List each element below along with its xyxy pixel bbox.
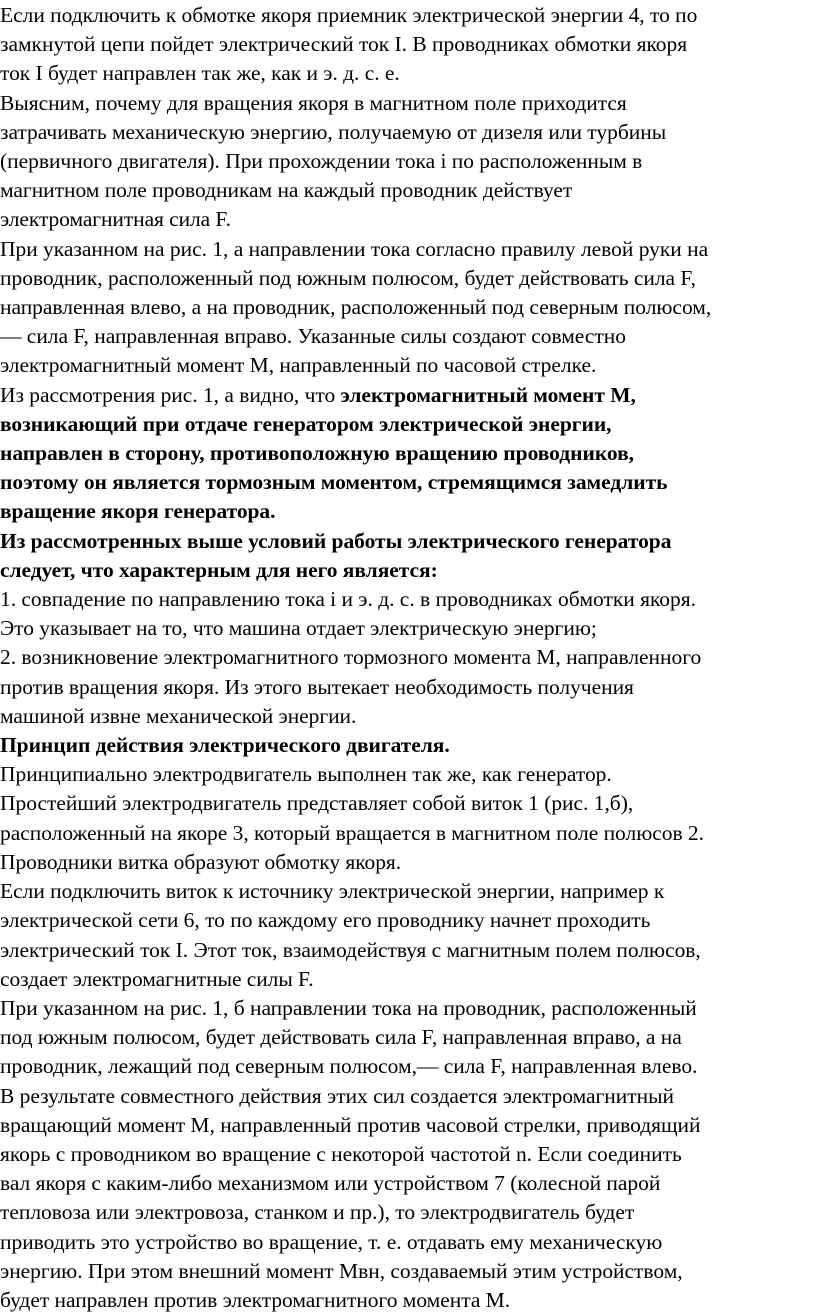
text-line <box>0 965 816 994</box>
text-run: — сила F, направленная вправо. Указанные силы создают совместно <box>0 324 626 349</box>
bold-text-run: возникающий при отдаче генератором электрической энергии, <box>0 411 612 436</box>
text-line <box>0 585 816 614</box>
text-run: расположенный на якоре 3, который вращается в магнитном поле полюсов 2. <box>0 820 705 845</box>
paragraph <box>0 1 816 89</box>
text-run: магнитном поле проводникам на каждый проводник действует <box>0 178 573 203</box>
text-run: проводник, лежащий под северным полюсом,— сила F, направленная влево. <box>0 1054 698 1079</box>
text-run: направленная влево, а на проводник, расположенный под северным полюсом, <box>0 295 712 320</box>
paragraph <box>0 789 816 877</box>
text-run: Принципиально электродвигатель выполнен так же, как генератор. <box>0 762 612 787</box>
bold-text-run: вращение якоря генератора. <box>0 499 276 524</box>
paragraph <box>0 381 816 527</box>
text-run: Простейший электродвигатель представляет собой виток 1 (рис. 1,б), <box>0 791 634 816</box>
text-run: против вращения якоря. Из этого вытекает необходимость получения <box>0 674 634 699</box>
text-run: В результате совместного действия этих сил создается электромагнитный <box>0 1083 675 1108</box>
text-line <box>0 293 816 322</box>
text-line <box>0 1228 816 1257</box>
paragraph <box>0 643 816 731</box>
text-run: При указанном на рис. 1, а направлении тока согласно правилу левой руки на <box>0 236 709 261</box>
text-line <box>0 848 816 877</box>
text-line <box>0 235 816 264</box>
text-line <box>0 30 816 59</box>
text-line <box>0 673 816 702</box>
text-line <box>0 1169 816 1198</box>
bold-text-run: направлен в сторону, противоположную вращению проводников, <box>0 441 634 466</box>
paragraph <box>0 89 816 235</box>
text-line <box>0 205 816 234</box>
text-run: электрической сети 6, то по каждому его проводнику начнет проходить <box>0 908 651 933</box>
text-run: электрический ток I. Этот ток, взаимодействуя с магнитным полем полюсов, <box>0 937 701 962</box>
text-line <box>0 1286 816 1315</box>
text-run: якорь с проводником во вращение с некоторой частотой n. Если соединить <box>0 1141 682 1166</box>
bold-text-run: следует, что характерным для него является: <box>0 557 438 582</box>
bold-text-run: электромагнитный момент М, <box>340 382 636 407</box>
text-line <box>0 994 816 1023</box>
text-run: Выясним, почему для вращения якоря в магнитном поле приходится <box>0 90 627 115</box>
text-line <box>0 1 816 30</box>
text-run: создает электромагнитные силы F. <box>0 966 314 991</box>
bold-text-run: Принцип действия электрического двигателя. <box>0 733 450 758</box>
text-run: Если подключить к обмотке якоря приемник электрической энергии 4, то по <box>0 3 698 27</box>
paragraph <box>0 760 816 789</box>
text-line <box>0 264 816 293</box>
text-line <box>0 1082 816 1111</box>
text-line <box>0 1198 816 1227</box>
text-line <box>0 936 816 965</box>
text-run: Если подключить виток к источнику электрической энергии, например к <box>0 879 665 904</box>
paragraph <box>0 235 816 381</box>
text-line <box>0 731 816 760</box>
text-line <box>0 410 816 439</box>
text-run: При указанном на рис. 1, б направлении тока на проводник, расположенный <box>0 995 697 1020</box>
text-line <box>0 1052 816 1081</box>
text-run: электромагнитная сила F. <box>0 207 231 232</box>
text-line <box>0 176 816 205</box>
text-run: ток I будет направлен так же, как и э. д. с. е. <box>0 61 400 86</box>
text-line <box>0 1140 816 1169</box>
text-run: 1. совпадение по направлению тока i и э. д. с. в проводниках обмотки якоря. <box>0 587 696 612</box>
text-run: под южным полюсом, будет действовать сила F, направленная вправо, а на <box>0 1025 682 1050</box>
text-run: приводить это устройство во вращение, т. е. отдавать ему механическую <box>0 1229 663 1254</box>
text-line <box>0 118 816 147</box>
text-run: энергию. При этом внешний момент Мвн, создаваемый этим устройством, <box>0 1258 683 1283</box>
text-line <box>0 439 816 468</box>
text-run: 2. возникновение электромагнитного тормозного момента М, направленного <box>0 645 702 670</box>
text-line <box>0 1111 816 1140</box>
bold-text-run: Из рассмотренных выше условий работы электрического генератора <box>0 528 672 553</box>
text-line <box>0 527 816 556</box>
text-run: электромагнитный момент М, направленный по часовой стрелке. <box>0 353 597 378</box>
text-run: затрачивать механическую энергию, получаемую от дизеля или турбины <box>0 119 667 144</box>
text-line <box>0 468 816 497</box>
text-run: тепловоза или электровоза, станком и пр.), то электродвигатель будет <box>0 1200 635 1225</box>
paragraph <box>0 994 816 1315</box>
paragraph <box>0 877 816 994</box>
text-line <box>0 322 816 351</box>
text-run: будет направлен против электромагнитного момента М. <box>0 1287 511 1312</box>
text-line <box>0 147 816 176</box>
text-line <box>0 906 816 935</box>
text-run: Проводники витка образуют обмотку якоря. <box>0 849 402 874</box>
text-line <box>0 760 816 789</box>
text-line <box>0 877 816 906</box>
text-run: вал якоря с каким-либо механизмом или устройством 7 (колесной парой <box>0 1171 661 1196</box>
text-run: (первичного двигателя). При прохождении тока i по расположенным в <box>0 149 643 174</box>
text-run: вращающий момент М, направленный против часовой стрелки, приводящий <box>0 1112 701 1137</box>
text-line <box>0 1023 816 1052</box>
text-line <box>0 643 816 672</box>
text-line <box>0 381 816 410</box>
text-line <box>0 59 816 88</box>
text-line <box>0 556 816 585</box>
text-line <box>0 351 816 380</box>
text-run: замкнутой цепи пойдет электрический ток I. В проводниках обмотки якоря <box>0 32 688 57</box>
text-line <box>0 819 816 848</box>
text-line <box>0 614 816 643</box>
text-line <box>0 89 816 118</box>
text-run: машиной извне механической энергии. <box>0 703 357 728</box>
text-line <box>0 789 816 818</box>
bold-text-run: поэтому он является тормозным моментом, стремящимся замедлить <box>0 470 668 495</box>
paragraph <box>0 585 816 643</box>
text-line <box>0 1257 816 1286</box>
text-line <box>0 497 816 526</box>
text-run: Это указывает на то, что машина отдает электрическую энергию; <box>0 616 597 641</box>
paragraph <box>0 527 816 585</box>
paragraph <box>0 731 816 760</box>
text-line <box>0 702 816 731</box>
text-run: Из рассмотрения рис. 1, а видно, что <box>0 382 341 407</box>
text-run: проводник, расположенный под южным полюсом, будет действовать сила F, <box>0 265 696 290</box>
